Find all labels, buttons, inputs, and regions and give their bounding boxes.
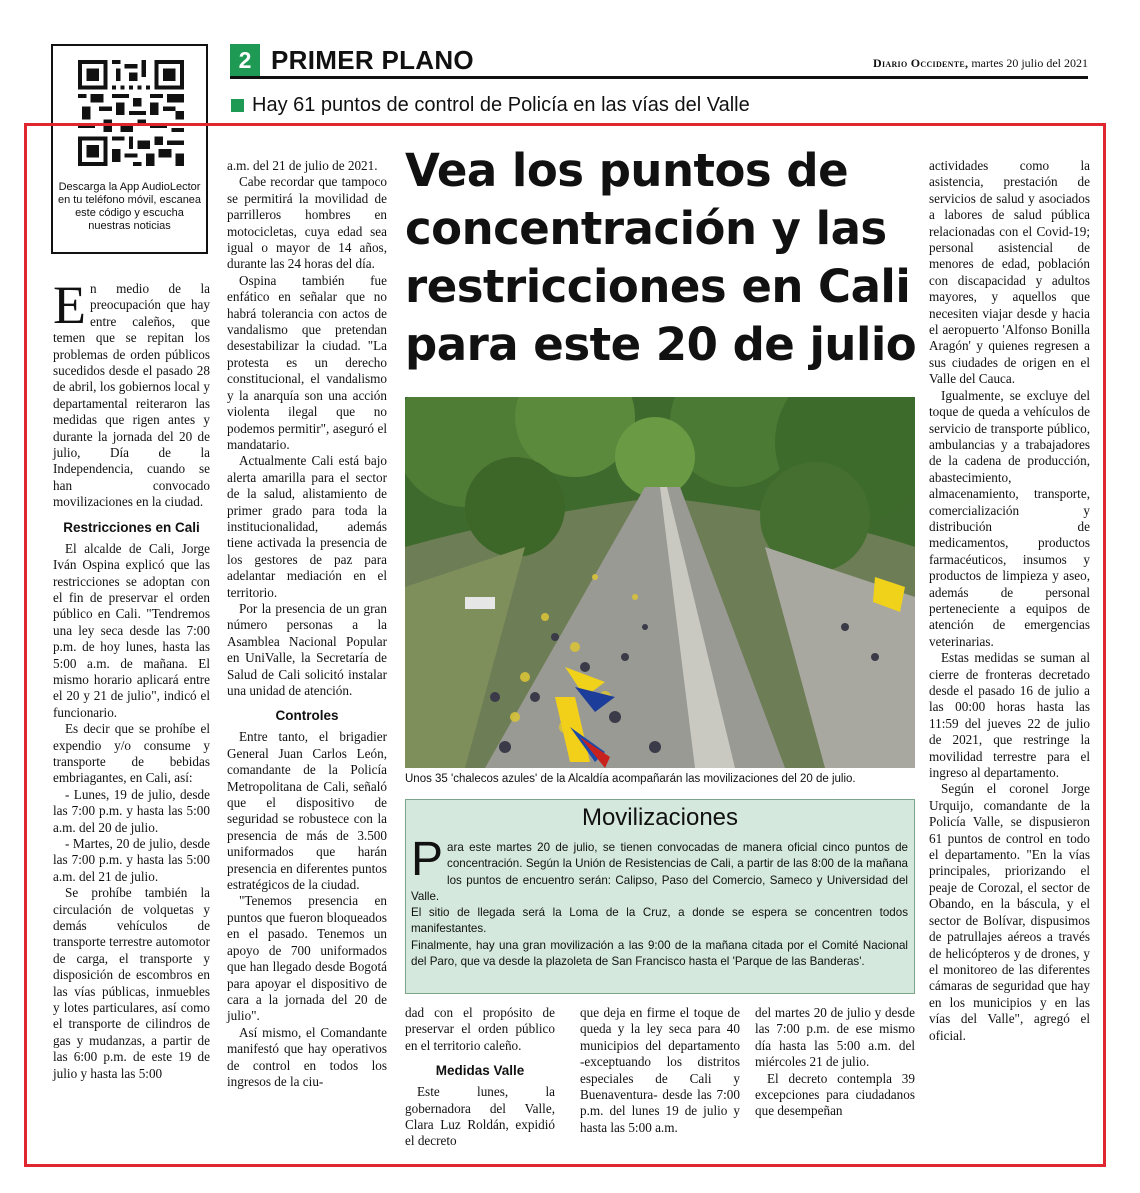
header-rule [230, 76, 1088, 79]
caption-lead: Unos 35 'chalecos [405, 773, 499, 785]
paragraph: Estas medidas se suman al cierre de fronteras decretado desde el pasado 16 de julio a las 00:00 horas hasta las 11:59 del jueves 22 de julio de 2021, que restringe la movilidad terrestre para el ingreso al departamento. [929, 650, 1090, 781]
audiolector-box [51, 44, 208, 254]
box-drop-cap: P [411, 833, 444, 886]
paragraph: Por la presencia de un gran número personas a la Asamblea Nacional Popular en UniValle, la Secretaría de Salud de Cali solicitó instalar una unidad de atención. [227, 600, 387, 698]
subhead-controles: Controles [275, 708, 339, 724]
caption-rest: azules' de la Alcaldía acompañarán las movilizaciones del 20 de julio. [498, 773, 856, 785]
paragraph: Actualmente Cali está bajo alerta amarilla para el sector de la salud, alistamiento de primer grado para toda la institucionalidad, además tiene activada la presencia de los gestores de paz para adelantar mediación en el territorio. [227, 453, 387, 600]
kicker-square-icon [231, 99, 244, 112]
paragraph: Según el coronel Jorge Urquijo, comandante de la Policía Valle, se dispusieron 61 puntos de control en todo el departamento. "En la vías principales, priorizando el peaje de Corozal, el sector de Obando, en la báscula, y el sector de Bolívar, dispusimos de patrullajes aéreos a través de helicópteros y de drones, y el monitoreo de las diferentes cámaras de seguridad que hay en los municipios y en las vías del Valle", agregó el oficial. [929, 781, 1090, 1043]
subhead-restricciones: Restricciones en Cali [63, 519, 200, 535]
qr-caption: Descarga la App AudioLector en tu teléfono móvil, escanea este código y escucha nuestras noticias [57, 181, 202, 232]
paragraph: que deja en firme el toque de queda y la ley seca para 40 municipios del departamento -exceptuando los distritos especiales de Cali y Buenaventura- desde las 7:00 p.m. del lunes 19 de julio y hasta las 5:00 a.m. [580, 1005, 740, 1135]
paragraph: Es decir que se prohíbe el expendio y/o consume y transporte de bebidas embriagantes, en Cali, así: [53, 721, 210, 786]
paragraph: Igualmente, se excluye del toque de queda a vehículos de servicio de transporte público, ambulancias y a trabajadores de la cadena de producción, abastecimiento, almacenamiento, transporte, comercialización y distribución de medicamentos, productos farmacéuticos, insumos y productos de limpieza y aseo, además de personal perteneciente a equipos de atención de emergencias veterinarias. [929, 387, 1090, 649]
paragraph: Entre tanto, el brigadier General Juan Carlos León, comandante de la Policía Metropolitana de Cali, señaló que el dispositivo de seguridad se robustece con la presencia de más de 3.500 uniformados que harán presencia en diferentes puntos estratégicos de la ciudad. [227, 729, 387, 893]
paragraph: Ospina también fue enfático en señalar que no habrá tolerancia con actos de vandalismo que pretendan desestabilizar la ciudad. "La protesta es un derecho constitucional, el vandalismo y la anarquía son una acción violenta ilegal que no podemos permitir", aseguró el mandatario. [227, 272, 387, 452]
paragraph: El alcalde de Cali, Jorge Iván Ospina explicó que las restricciones se adoptan con el fin de preservar el orden público en Cali. "Tendremos una ley seca desde las 7:00 p.m. de hoy lunes, hasta las 5:00 a.m. de mañana. El mismo horario aplicará entre el 20 y 21 de julio", indicó el funcionario. [53, 540, 210, 720]
paragraph: - Martes, 20 de julio, desde las 7:00 p.m. y hasta las 5:00 a.m. del 21 de julio. [53, 836, 210, 884]
paragraph: a.m. del 21 de julio de 2021. [227, 158, 378, 173]
paragraph: dad con el propósito de preservar el orden público en el territorio caleño. [405, 1005, 555, 1053]
paragraph: Así mismo, el Comandante manifestó que hay operativos de control en todos los ingresos de la ciu- [227, 1024, 387, 1089]
article-column-3 [405, 1005, 555, 1150]
drop-cap: E [53, 275, 86, 335]
kicker: Hay 61 puntos de control de Policía en las vías del Valle [252, 94, 750, 116]
paper-name: Diario Occidente, [873, 56, 969, 70]
paragraph: - Lunes, 19 de julio, desde las 7:00 p.m. y hasta las 5:00 a.m. del 20 de julio. [53, 786, 210, 835]
crowd-march-image [405, 397, 915, 768]
paragraph: actividades como la asistencia, prestación de servicios de salud y asociados a labores de salud pública relacionadas con el Covid-19; personal asistencial de menores de edad, población con discapacidad y adultos mayores, y aquellos que necesiten viajar desde y hacia el aeropuerto 'Alfonso Bonilla Aragón' y quienes regresen a sus ciudades de origen en el Valle del Cauca. [929, 158, 1090, 387]
qr-code-icon[interactable] [78, 60, 184, 166]
issue-date: martes 20 julio del 2021 [971, 56, 1088, 70]
paragraph: "Tenemos presencia en puntos que fueron bloqueados en el pasado. Tenemos un apoyo de 700 uniformados que han llegado desde Bogotá para apoyar el dispositivo de cara a la jornada del 20 de julio". [227, 893, 387, 1024]
article-column-2 [227, 158, 387, 1090]
section-title: PRIMER PLANO [271, 45, 474, 75]
box-paragraph: El sitio de llegada será la Loma de la Cruz, a donde se espera se concentren todos manifestantes. [411, 906, 908, 936]
paragraph: El decreto contempla 39 excepciones para ciudadanos que desempeñan [755, 1070, 915, 1119]
headline: Vea los puntos de concentración y las restricciones en Cali para este 20 de julio [405, 144, 917, 371]
box-paragraph: Finalmente, hay una gran movilización a las 9:00 de la mañana citada por el Comité Nacional del Paro, que va desde la plazoleta de San Francisco hasta el 'Parque de las Banderas'. [411, 938, 908, 969]
page-number: 2 [230, 44, 260, 76]
march-photo [405, 397, 915, 768]
article-column-1 [53, 275, 210, 1082]
subhead-medidas-valle: Medidas Valle [435, 1063, 525, 1079]
paragraph: Se prohíbe también la circulación de volquetas y demás vehículos de transporte terrestre automotor de carga, el transporte y disposición de escombros en las vías públicas, inmuebles y lotes particulares, así como el transporte de cilindros de gas y mudanzas, a partir de las 6:00 p.m. de este 19 de julio y hasta las 5:00 [53, 885, 210, 1081]
article-column-5 [755, 1005, 915, 1120]
paragraph: Este lunes, la gobernadora del Valle, Clara Luz Roldán, expidió el decreto [405, 1084, 555, 1149]
paragraph: Cabe recordar que tampoco se permitirá la movilidad de parrilleros hombres en motocicletas, cuya edad sea igual o mayor de 14 años, durante las 24 horas del día. [227, 174, 387, 272]
box-title: Movilizaciones [581, 804, 739, 831]
article-column-6 [929, 158, 1090, 1044]
lead-paragraph: En medio de la preocupación que hay entre caleños, que temen que se repitan los problemas de orden públicos sucedidos desde el pasado 28 de abril, los gobiernos local y departamental reiteraron las medidas que rigen antes y durante la jornada del 20 de julio, Día de la Independencia, cuando se han convocado movilizaciones en la ciudad. [53, 275, 210, 510]
box-body [411, 833, 908, 970]
photo-caption [405, 772, 917, 786]
masthead [873, 56, 1088, 71]
article-column-4 [580, 1005, 740, 1136]
movilizaciones-box [405, 799, 915, 994]
box-paragraph: Para este martes 20 de julio, se tienen convocadas de manera oficial cinco puntos de concentración. Según la Unión de Resistencias de Cali, a partir de las 8:00 de la mañana los puntos de encuentro serán: Calipso, Paso del Comercio, Sameco y Universidad del Valle. [411, 833, 908, 903]
paragraph: del martes 20 de julio y desde las 7:00 p.m. de ese mismo día hasta las 5:00 a.m. del miércoles 21 de julio. [755, 1005, 915, 1070]
